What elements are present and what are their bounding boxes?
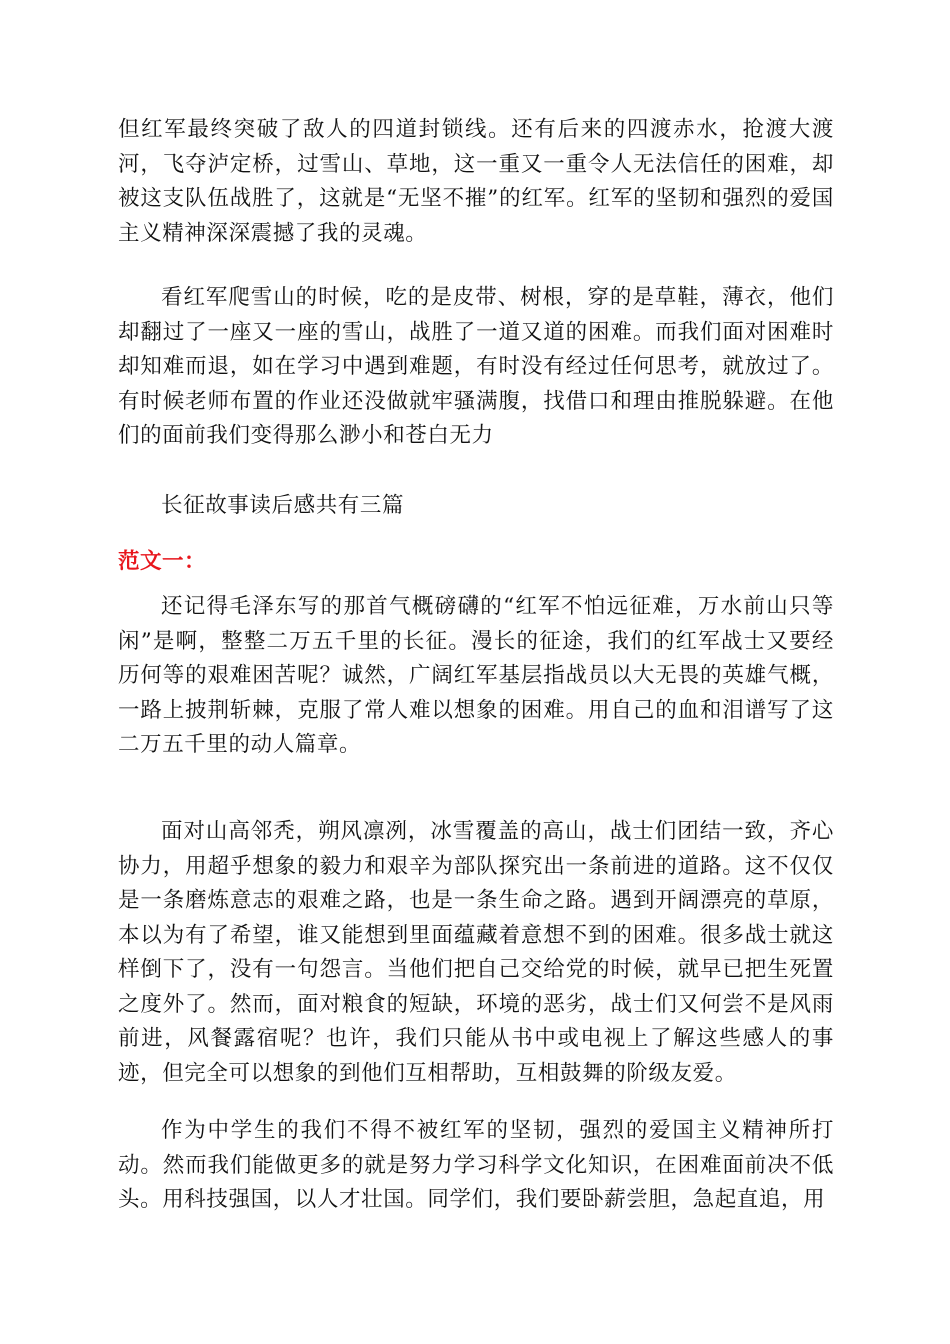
paragraph-three-essays-note: 长征故事读后感共有三篇: [161, 493, 405, 518]
paragraph-mao-poem: 还记得毛泽东写的那首气概磅礴的“红军不怕远征难，万水前山只等闲”是啊，整整二万五千里的长征。漫长的征途，我们的红军战士又要经历何等的艰难困苦呢？诚然，广阔红军基层指战员以大无畏的英雄气概，一路上披荆斩棘，克服了常人难以想象的困难。用自己的血和泪谱写了这二万五千里的动人篇章。: [118, 594, 834, 757]
section-heading-sample-one: 范文一：: [118, 549, 207, 574]
paragraph-red-army-blockade: 但红军最终突破了敌人的四道封锁线。还有后来的四渡赤水，抢渡大渡河，飞夺泸定桥，过雪山、草地，这一重又一重令人无法信任的困难，却被这支队伍战胜了，这就是“无坚不摧”的红军。红军的坚韧和强烈的爱国主义精神深深震撼了我的灵魂。: [118, 117, 834, 246]
paragraph-snow-mountain: 看红军爬雪山的时候，吃的是皮带、树根，穿的是草鞋，薄衣，他们却翻过了一座又一座的雪山，战胜了一道又道的困难。而我们面对困难时却知难而退，如在学习中遇到难题，有时没有经过任何思考，就放过了。有时候老师布置的作业还没做就牢骚满腹，找借口和理由推脱躲避。在他们的面前我们变得那么渺小和苍白无力: [118, 285, 834, 448]
paragraph-mountains-grasslands: 面对山高邻秃，朔风凛冽，冰雪覆盖的高山，战士们团结一致，齐心协力，用超乎想象的毅力和艰辛为部队探究出一条前进的道路。这不仅仅是一条磨炼意志的艰难之路，也是一条生命之路。遇到开阔漂亮的草原，本以为有了希望，谁又能想到里面蕴藏着意想不到的困难。很多战士就这样倒下了，没有一句怨言。当他们把自己交给党的时候，就早已把生死置之度外了。然而，面对粮食的短缺，环境的恶劣，战士们又何尝不是风雨前进，风餐露宿呢？也许，我们只能从书中或电视上了解这些感人的事迹，但完全可以想象的到他们互相帮助，互相鼓舞的阶级友爱。: [118, 819, 834, 1086]
paragraph-middle-school-students: 作为中学生的我们不得不被红军的坚韧，强烈的爱国主义精神所打动。然而我们能做更多的就是努力学习科学文化知识，在困难面前决不低头。用科技强国，以人才壮国。同学们，我们要卧薪尝胆，急起直追，用: [118, 1118, 834, 1212]
